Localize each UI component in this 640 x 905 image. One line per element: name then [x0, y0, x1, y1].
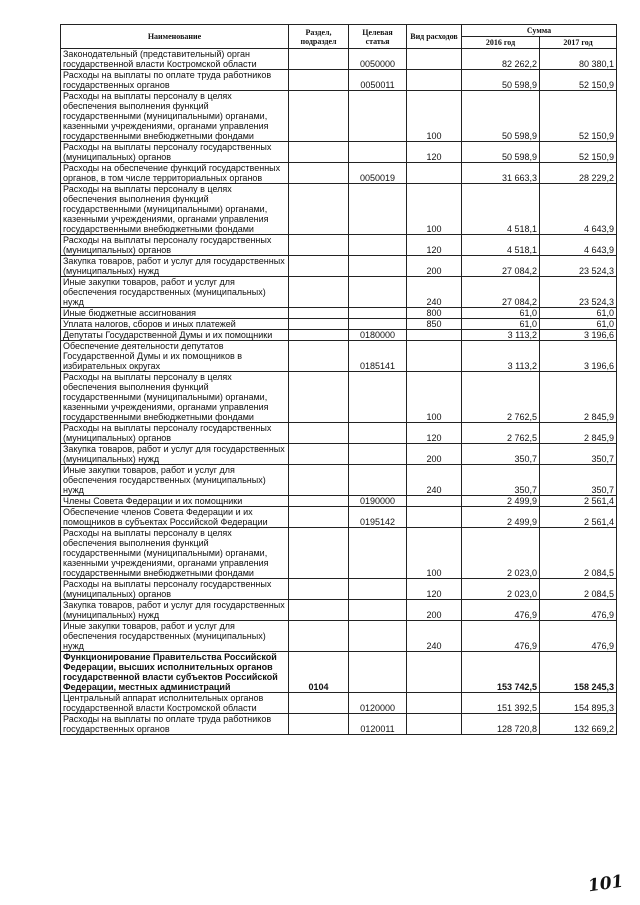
row-name-cell: Обеспечение деятельности депутатов Государственной Думы и их помощников в избирательных округах: [61, 341, 289, 372]
table-row: [61, 507, 617, 528]
row-name-cell: Обеспечение членов Совета Федерации и их помощников в субъектах Российской Федерации: [61, 507, 289, 528]
table-row: [61, 70, 617, 91]
row-type-cell: [407, 496, 462, 507]
table-row: [61, 308, 617, 319]
row-2016-cell: 2 499,9: [462, 507, 540, 528]
table-row: [61, 465, 617, 496]
row-2016-cell: 476,9: [462, 621, 540, 652]
row-2016-cell: 2 762,5: [462, 372, 540, 423]
row-target-cell: 0180000: [349, 330, 407, 341]
row-2017-cell: 52 150,9: [540, 91, 617, 142]
budget-sheet: [60, 24, 616, 735]
row-section-cell: [289, 235, 349, 256]
row-section-cell: [289, 372, 349, 423]
table-row: [61, 423, 617, 444]
row-2016-cell: 350,7: [462, 465, 540, 496]
row-type-cell: [407, 49, 462, 70]
row-target-cell: 0120011: [349, 714, 407, 735]
row-2017-cell: 23 524,3: [540, 256, 617, 277]
row-type-cell: 100: [407, 528, 462, 579]
row-section-cell: [289, 496, 349, 507]
table-row: [61, 652, 617, 693]
row-target-cell: [349, 621, 407, 652]
row-section-cell: [289, 142, 349, 163]
row-target-cell: 0050011: [349, 70, 407, 91]
row-2016-cell: 128 720,8: [462, 714, 540, 735]
row-2017-cell: 61,0: [540, 308, 617, 319]
row-section-cell: [289, 256, 349, 277]
row-type-cell: [407, 163, 462, 184]
row-name-cell: Расходы на выплаты персоналу в целях обеспечения выполнения функций государственными (муниципальными) органами, казенными учреждениями, органами управления государственными внебюджетными фондами: [61, 184, 289, 235]
row-section-cell: [289, 444, 349, 465]
row-2016-cell: 27 084,2: [462, 277, 540, 308]
row-name-cell: Расходы на выплаты персоналу государственных (муниципальных) органов: [61, 235, 289, 256]
row-section-cell: [289, 528, 349, 579]
header-target: Целевая статья: [349, 25, 407, 49]
row-2016-cell: 50 598,9: [462, 142, 540, 163]
row-target-cell: [349, 528, 407, 579]
row-2016-cell: 50 598,9: [462, 70, 540, 91]
row-type-cell: [407, 714, 462, 735]
header-section: Раздел, подраздел: [289, 25, 349, 49]
row-target-cell: [349, 444, 407, 465]
row-type-cell: 240: [407, 621, 462, 652]
row-2016-cell: 3 113,2: [462, 330, 540, 341]
row-2017-cell: 52 150,9: [540, 70, 617, 91]
row-2017-cell: 476,9: [540, 600, 617, 621]
row-2017-cell: 52 150,9: [540, 142, 617, 163]
row-type-cell: 240: [407, 277, 462, 308]
row-2016-cell: 3 113,2: [462, 341, 540, 372]
row-type-cell: 120: [407, 235, 462, 256]
table-body: [61, 49, 617, 735]
row-target-cell: [349, 308, 407, 319]
row-section-cell: [289, 465, 349, 496]
row-name-cell: Расходы на выплаты персоналу в целях обеспечения выполнения функций государственными (муниципальными) органами, казенными учреждениями, органами управления государственными внебюджетными фондами: [61, 91, 289, 142]
row-section-cell: [289, 184, 349, 235]
row-2016-cell: 2 023,0: [462, 579, 540, 600]
row-2017-cell: 2 084,5: [540, 528, 617, 579]
row-2016-cell: 27 084,2: [462, 256, 540, 277]
row-2017-cell: 154 895,3: [540, 693, 617, 714]
row-section-cell: [289, 693, 349, 714]
row-type-cell: 100: [407, 184, 462, 235]
table-row: [61, 142, 617, 163]
row-2016-cell: 4 518,1: [462, 184, 540, 235]
row-type-cell: 100: [407, 372, 462, 423]
table-row: [61, 693, 617, 714]
row-section-cell: [289, 49, 349, 70]
row-section-cell: [289, 319, 349, 330]
row-section-cell: [289, 600, 349, 621]
row-type-cell: 120: [407, 423, 462, 444]
row-name-cell: Расходы на выплаты персоналу в целях обеспечения выполнения функций государственными (муниципальными) органами, казенными учреждениями, органами управления государственными внебюджетными фондами: [61, 372, 289, 423]
row-target-cell: [349, 465, 407, 496]
row-name-cell: Расходы на обеспечение функций государственных органов, в том числе территориальных органов: [61, 163, 289, 184]
row-target-cell: [349, 372, 407, 423]
table-row: [61, 319, 617, 330]
table-row: [61, 714, 617, 735]
row-name-cell: Иные закупки товаров, работ и услуг для обеспечения государственных (муниципальных) нужд: [61, 621, 289, 652]
row-target-cell: 0120000: [349, 693, 407, 714]
row-2017-cell: 2 561,4: [540, 507, 617, 528]
row-2016-cell: 82 262,2: [462, 49, 540, 70]
row-section-cell: [289, 341, 349, 372]
row-name-cell: Иные закупки товаров, работ и услуг для обеспечения государственных (муниципальных) нужд: [61, 465, 289, 496]
row-2017-cell: 23 524,3: [540, 277, 617, 308]
row-target-cell: [349, 91, 407, 142]
row-2017-cell: 476,9: [540, 621, 617, 652]
row-2016-cell: 61,0: [462, 319, 540, 330]
row-2017-cell: 61,0: [540, 319, 617, 330]
row-target-cell: [349, 600, 407, 621]
row-section-cell: [289, 579, 349, 600]
row-section-cell: [289, 423, 349, 444]
row-2016-cell: 2 762,5: [462, 423, 540, 444]
row-name-cell: Члены Совета Федерации и их помощники: [61, 496, 289, 507]
table-row: [61, 579, 617, 600]
row-section-cell: [289, 163, 349, 184]
row-2017-cell: 3 196,6: [540, 330, 617, 341]
row-target-cell: [349, 579, 407, 600]
table-row: [61, 235, 617, 256]
table-row: [61, 91, 617, 142]
row-target-cell: [349, 235, 407, 256]
table-row: [61, 444, 617, 465]
row-2016-cell: 4 518,1: [462, 235, 540, 256]
row-section-cell: [289, 70, 349, 91]
header-year-2016: 2016 год: [462, 37, 540, 49]
row-target-cell: 0050019: [349, 163, 407, 184]
row-section-cell: [289, 308, 349, 319]
row-name-cell: Расходы на выплаты персоналу в целях обеспечения выполнения функций государственными (муниципальными) органами, казенными учреждениями, органами управления государственными внебюджетными фондами: [61, 528, 289, 579]
row-name-cell: Расходы на выплаты персоналу государственных (муниципальных) органов: [61, 142, 289, 163]
row-2017-cell: 2 084,5: [540, 579, 617, 600]
table-row: [61, 277, 617, 308]
header-sum: Сумма: [462, 25, 617, 37]
table-row: [61, 163, 617, 184]
row-type-cell: [407, 341, 462, 372]
table-row: [61, 528, 617, 579]
table-row: [61, 49, 617, 70]
row-target-cell: [349, 142, 407, 163]
row-2016-cell: 2 023,0: [462, 528, 540, 579]
row-2016-cell: 2 499,9: [462, 496, 540, 507]
row-section-cell: [289, 330, 349, 341]
header-year-2017: 2017 год: [540, 37, 617, 49]
row-name-cell: Иные бюджетные ассигнования: [61, 308, 289, 319]
row-2017-cell: 2 845,9: [540, 423, 617, 444]
row-2017-cell: 158 245,3: [540, 652, 617, 693]
row-section-cell: 0104: [289, 652, 349, 693]
row-name-cell: Функционирование Правительства Российской Федерации, высших исполнительных органов государственной власти субъектов Российской Федерации, местных администраций: [61, 652, 289, 693]
row-name-cell: Закупка товаров, работ и услуг для государственных (муниципальных) нужд: [61, 600, 289, 621]
row-target-cell: [349, 277, 407, 308]
row-type-cell: 120: [407, 142, 462, 163]
row-target-cell: [349, 423, 407, 444]
budget-table: [60, 24, 617, 735]
row-2016-cell: 153 742,5: [462, 652, 540, 693]
table-row: [61, 341, 617, 372]
table-row: [61, 330, 617, 341]
row-2017-cell: 2 845,9: [540, 372, 617, 423]
row-type-cell: [407, 507, 462, 528]
row-target-cell: 0190000: [349, 496, 407, 507]
row-target-cell: [349, 256, 407, 277]
row-target-cell: [349, 319, 407, 330]
row-section-cell: [289, 507, 349, 528]
table-row: [61, 184, 617, 235]
row-2017-cell: 2 561,4: [540, 496, 617, 507]
table-header: [61, 25, 617, 49]
row-target-cell: [349, 184, 407, 235]
row-section-cell: [289, 91, 349, 142]
header-name: Наименование: [61, 25, 289, 49]
row-name-cell: Депутаты Государственной Думы и их помощники: [61, 330, 289, 341]
row-section-cell: [289, 621, 349, 652]
page-number: 101: [586, 871, 625, 897]
row-type-cell: 850: [407, 319, 462, 330]
row-2016-cell: 151 392,5: [462, 693, 540, 714]
row-type-cell: 200: [407, 256, 462, 277]
row-type-cell: 200: [407, 600, 462, 621]
row-name-cell: Законодательный (представительный) орган государственной власти Костромской области: [61, 49, 289, 70]
row-name-cell: Закупка товаров, работ и услуг для государственных (муниципальных) нужд: [61, 444, 289, 465]
row-2016-cell: 350,7: [462, 444, 540, 465]
row-2017-cell: 4 643,9: [540, 184, 617, 235]
table-row: [61, 256, 617, 277]
row-target-cell: 0050000: [349, 49, 407, 70]
row-type-cell: 200: [407, 444, 462, 465]
row-section-cell: [289, 277, 349, 308]
row-type-cell: [407, 693, 462, 714]
row-target-cell: [349, 652, 407, 693]
row-2017-cell: 4 643,9: [540, 235, 617, 256]
row-2017-cell: 350,7: [540, 465, 617, 496]
row-name-cell: Расходы на выплаты по оплате труда работников государственных органов: [61, 714, 289, 735]
row-2017-cell: 80 380,1: [540, 49, 617, 70]
table-row: [61, 600, 617, 621]
row-type-cell: 100: [407, 91, 462, 142]
table-row: [61, 372, 617, 423]
row-type-cell: 800: [407, 308, 462, 319]
row-name-cell: Центральный аппарат исполнительных органов государственной власти Костромской области: [61, 693, 289, 714]
row-name-cell: Иные закупки товаров, работ и услуг для обеспечения государственных (муниципальных) нужд: [61, 277, 289, 308]
row-type-cell: 120: [407, 579, 462, 600]
row-2017-cell: 28 229,2: [540, 163, 617, 184]
row-type-cell: [407, 70, 462, 91]
row-section-cell: [289, 714, 349, 735]
row-type-cell: [407, 330, 462, 341]
row-2017-cell: 132 669,2: [540, 714, 617, 735]
table-row: [61, 496, 617, 507]
table-row: [61, 621, 617, 652]
row-target-cell: 0185141: [349, 341, 407, 372]
row-2016-cell: 50 598,9: [462, 91, 540, 142]
row-type-cell: 240: [407, 465, 462, 496]
row-target-cell: 0195142: [349, 507, 407, 528]
row-name-cell: Расходы на выплаты по оплате труда работников государственных органов: [61, 70, 289, 91]
row-2017-cell: 3 196,6: [540, 341, 617, 372]
row-type-cell: [407, 652, 462, 693]
row-2017-cell: 350,7: [540, 444, 617, 465]
header-type: Вид расходов: [407, 25, 462, 49]
row-2016-cell: 61,0: [462, 308, 540, 319]
row-name-cell: Расходы на выплаты персоналу государственных (муниципальных) органов: [61, 579, 289, 600]
row-2016-cell: 31 663,3: [462, 163, 540, 184]
row-2016-cell: 476,9: [462, 600, 540, 621]
row-name-cell: Расходы на выплаты персоналу государственных (муниципальных) органов: [61, 423, 289, 444]
row-name-cell: Уплата налогов, сборов и иных платежей: [61, 319, 289, 330]
row-name-cell: Закупка товаров, работ и услуг для государственных (муниципальных) нужд: [61, 256, 289, 277]
